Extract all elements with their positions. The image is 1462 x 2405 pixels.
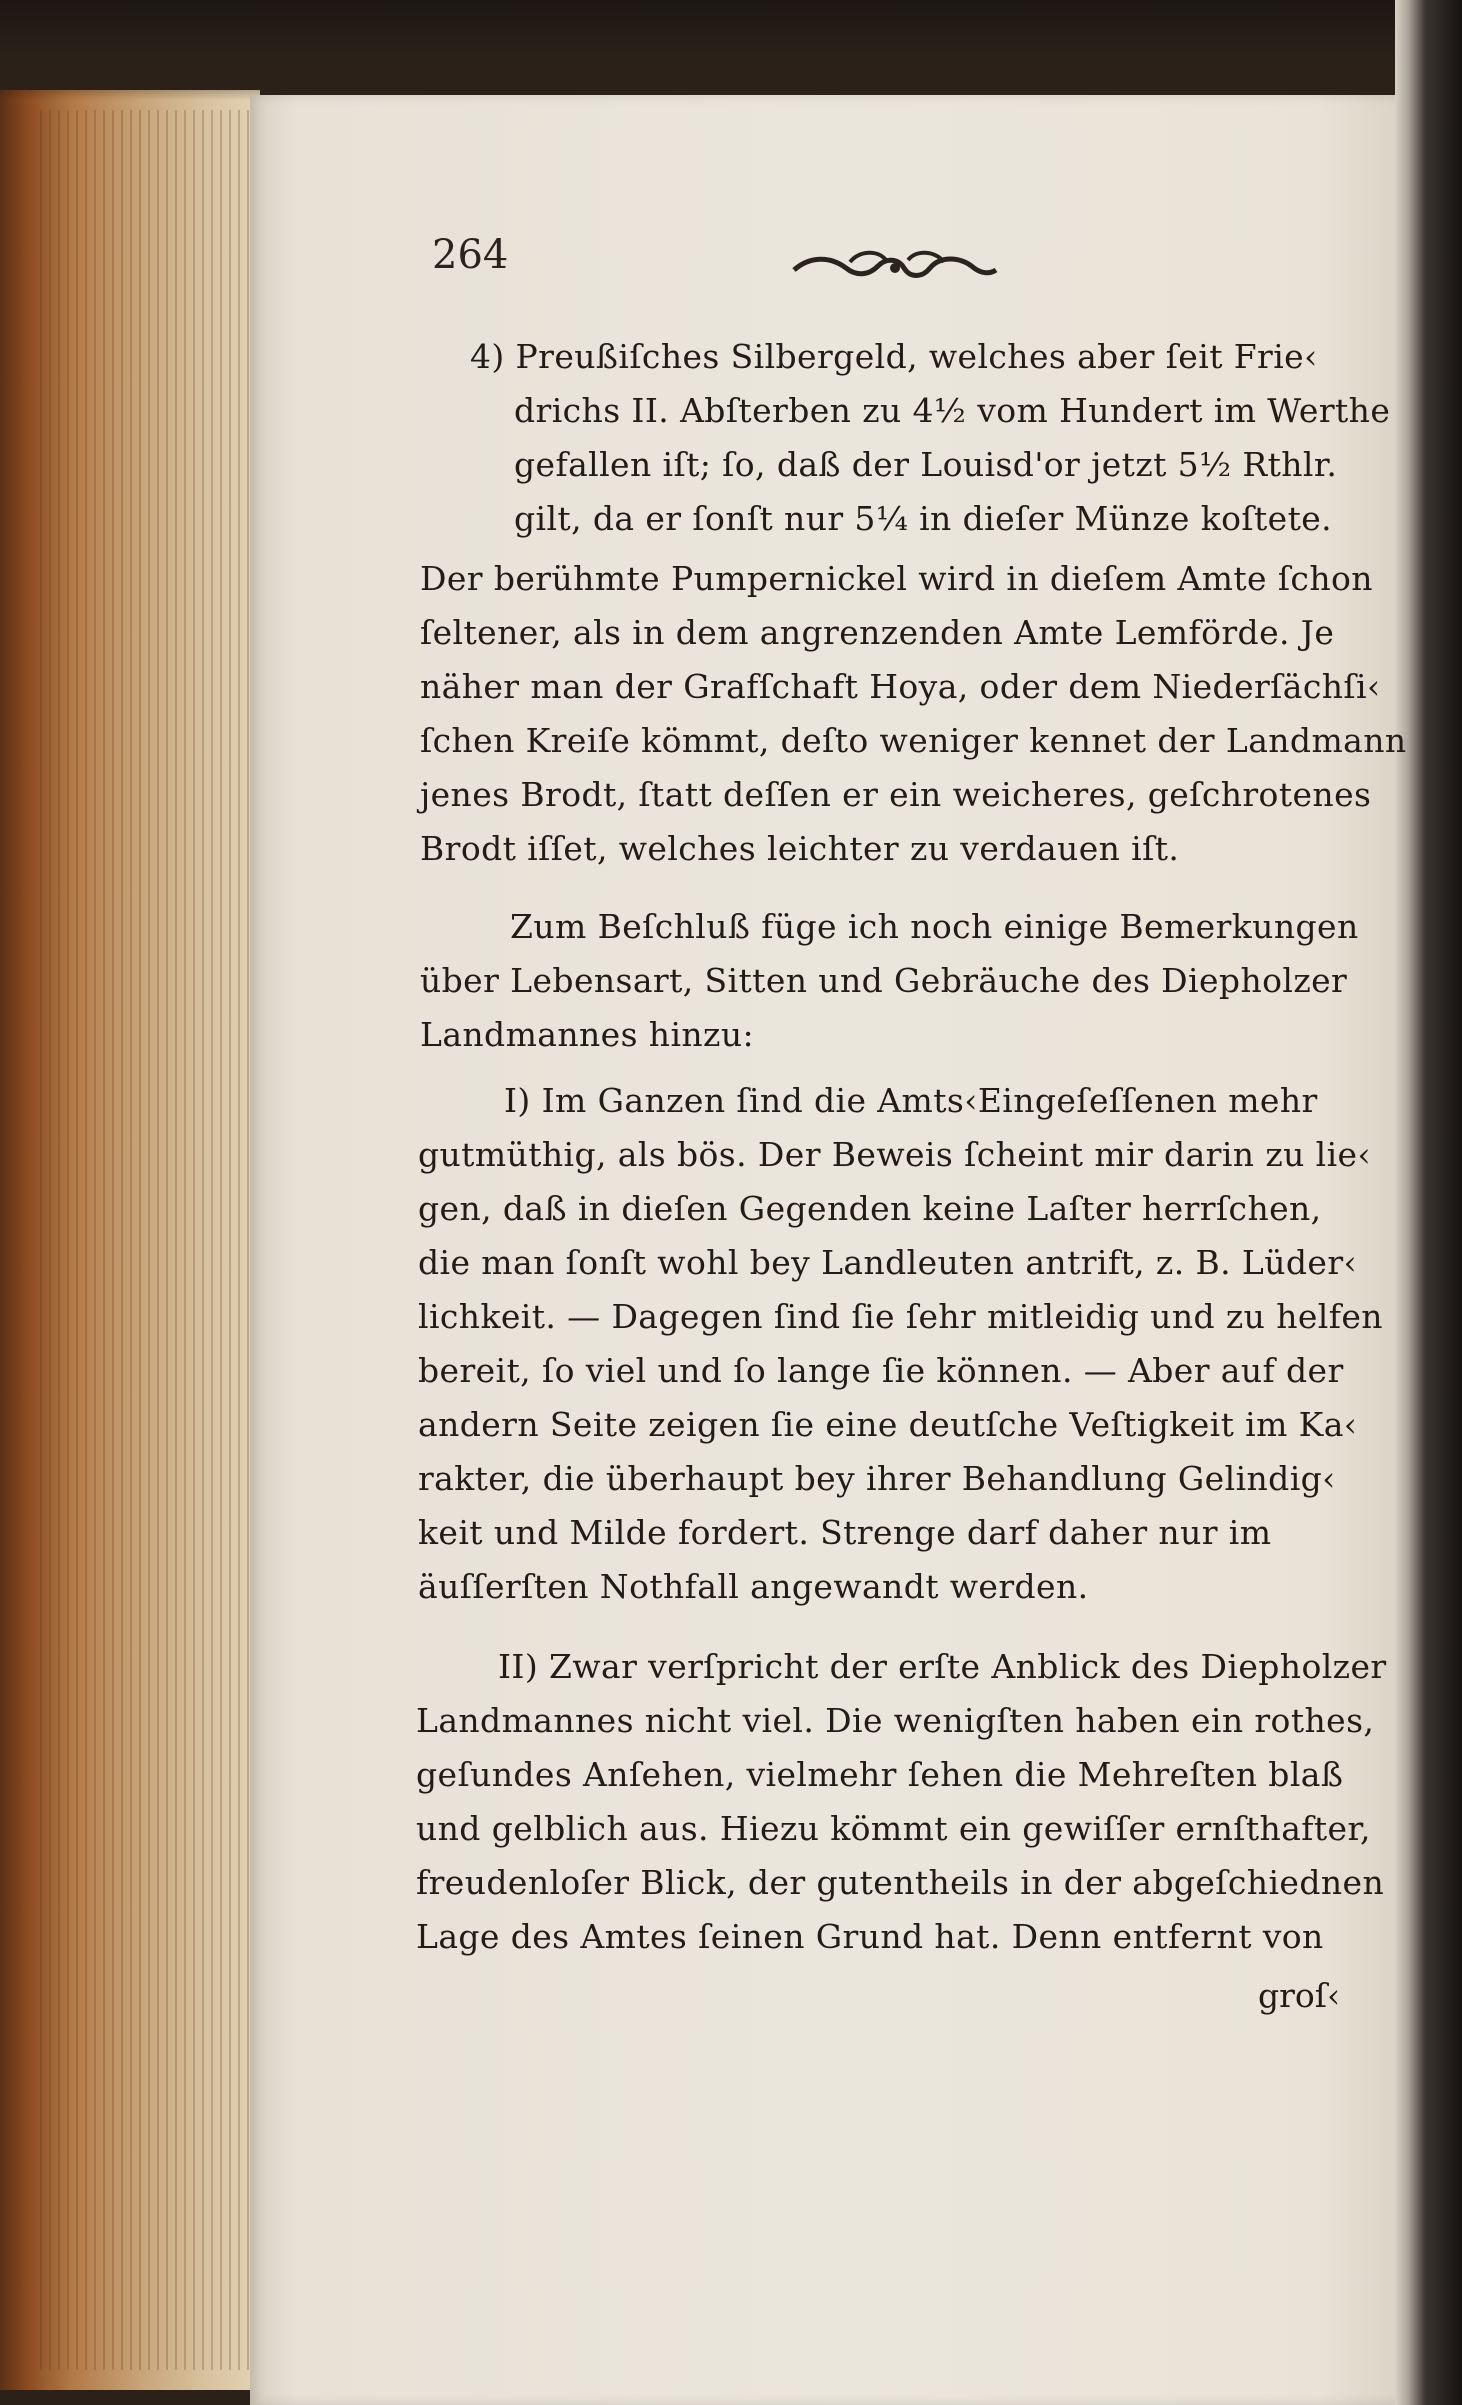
paragraph-item-4: [470, 330, 1390, 546]
text-line: ſchen Kreiſe kömmt, deſto weniger kennet der Landmann: [420, 721, 1407, 760]
text-line: Landmannes nicht viel. Die wenigſten haben ein rothes,: [416, 1701, 1375, 1740]
text-line: rakter, die überhaupt bey ihrer Behandlung Gelindig‹: [418, 1459, 1336, 1498]
text-line: näher man der Grafſchaft Hoya, oder dem Niederſächſi‹: [420, 667, 1381, 706]
text-line: drichs II. Abſterben zu 4½ vom Hundert im Werthe: [514, 391, 1391, 430]
page-number: 264: [432, 232, 509, 278]
text-line: ſeltener, als in dem angrenzenden Amte Lemförde. Je: [420, 613, 1335, 652]
text-line: Landmannes hinzu:: [420, 1015, 755, 1054]
paragraph-point-2: [416, 1640, 1387, 1964]
text-line: und gelblich aus. Hiezu kömmt ein gewiſſer ernſthafter,: [416, 1809, 1371, 1848]
text-line: die man ſonſt wohl bey Landleuten antrift, z. B. Lüder‹: [418, 1243, 1358, 1282]
book-binding: [1395, 0, 1462, 2405]
text-line: Der berühmte Pumpernickel wird in dieſem Amte ſchon: [420, 559, 1373, 598]
text-line: I) Im Ganzen ſind die Amts‹Eingeſeſſenen mehr: [504, 1081, 1318, 1120]
catchword: groſ‹: [1258, 1976, 1341, 2015]
text-line: geſundes Anſehen, vielmehr ſehen die Mehreſten blaß: [416, 1755, 1344, 1794]
text-line: andern Seite zeigen ſie eine deutſche Veſtigkeit im Ka‹: [418, 1405, 1358, 1444]
text-line: gen, daß in dieſen Gegenden keine Laſter herrſchen,: [418, 1189, 1322, 1228]
text-line: keit und Milde fordert. Strenge darf daher nur im: [418, 1513, 1272, 1552]
text-line: gilt, da er ſonſt nur 5¼ in dieſer Münze koſtete.: [514, 499, 1333, 538]
text-line: über Lebensart, Sitten und Gebräuche des Diepholzer: [420, 961, 1348, 1000]
text-line: freudenloſer Blick, der gutentheils in der abgeſchiednen: [416, 1863, 1385, 1902]
top-shadow: [0, 0, 1462, 100]
text-line: äuſſerſten Nothfall angewandt werden.: [418, 1567, 1089, 1606]
text-line: gefallen iſt; ſo, daß der Louisd'or jetzt 5½ Rthlr.: [514, 445, 1338, 484]
text-line: gutmüthig, als bös. Der Beweis ſcheint mir darin zu lie‹: [418, 1135, 1372, 1174]
text-line: II) Zwar verſpricht der erſte Anblick des Diepholzer: [498, 1647, 1387, 1686]
text-line: Zum Beſchluß füge ich noch einige Bemerkungen: [510, 907, 1359, 946]
paragraph-point-1: [418, 1074, 1383, 1614]
text-line: jenes Brodt, ſtatt deſſen er ein weicheres, geſchrotenes: [420, 775, 1372, 814]
text-line: 4) Preußiſches Silbergeld, welches aber ſeit Frie‹: [470, 337, 1318, 376]
text-line: lichkeit. — Dagegen ſind ſie ſehr mitleidig und zu helfen: [418, 1297, 1383, 1336]
page-edge-texture: [40, 110, 250, 2370]
paragraph-pumpernickel: [420, 552, 1407, 876]
text-line: Lage des Amtes ſeinen Grund hat. Denn entfernt von: [416, 1917, 1324, 1956]
paragraph-beschluss: [420, 900, 1359, 1062]
text-line: Brodt iſſet, welches leichter zu verdauen iſt.: [420, 829, 1180, 868]
text-line: bereit, ſo viel und ſo lange ſie können. — Aber auf der: [418, 1351, 1344, 1390]
ornament-icon: [790, 248, 1000, 288]
